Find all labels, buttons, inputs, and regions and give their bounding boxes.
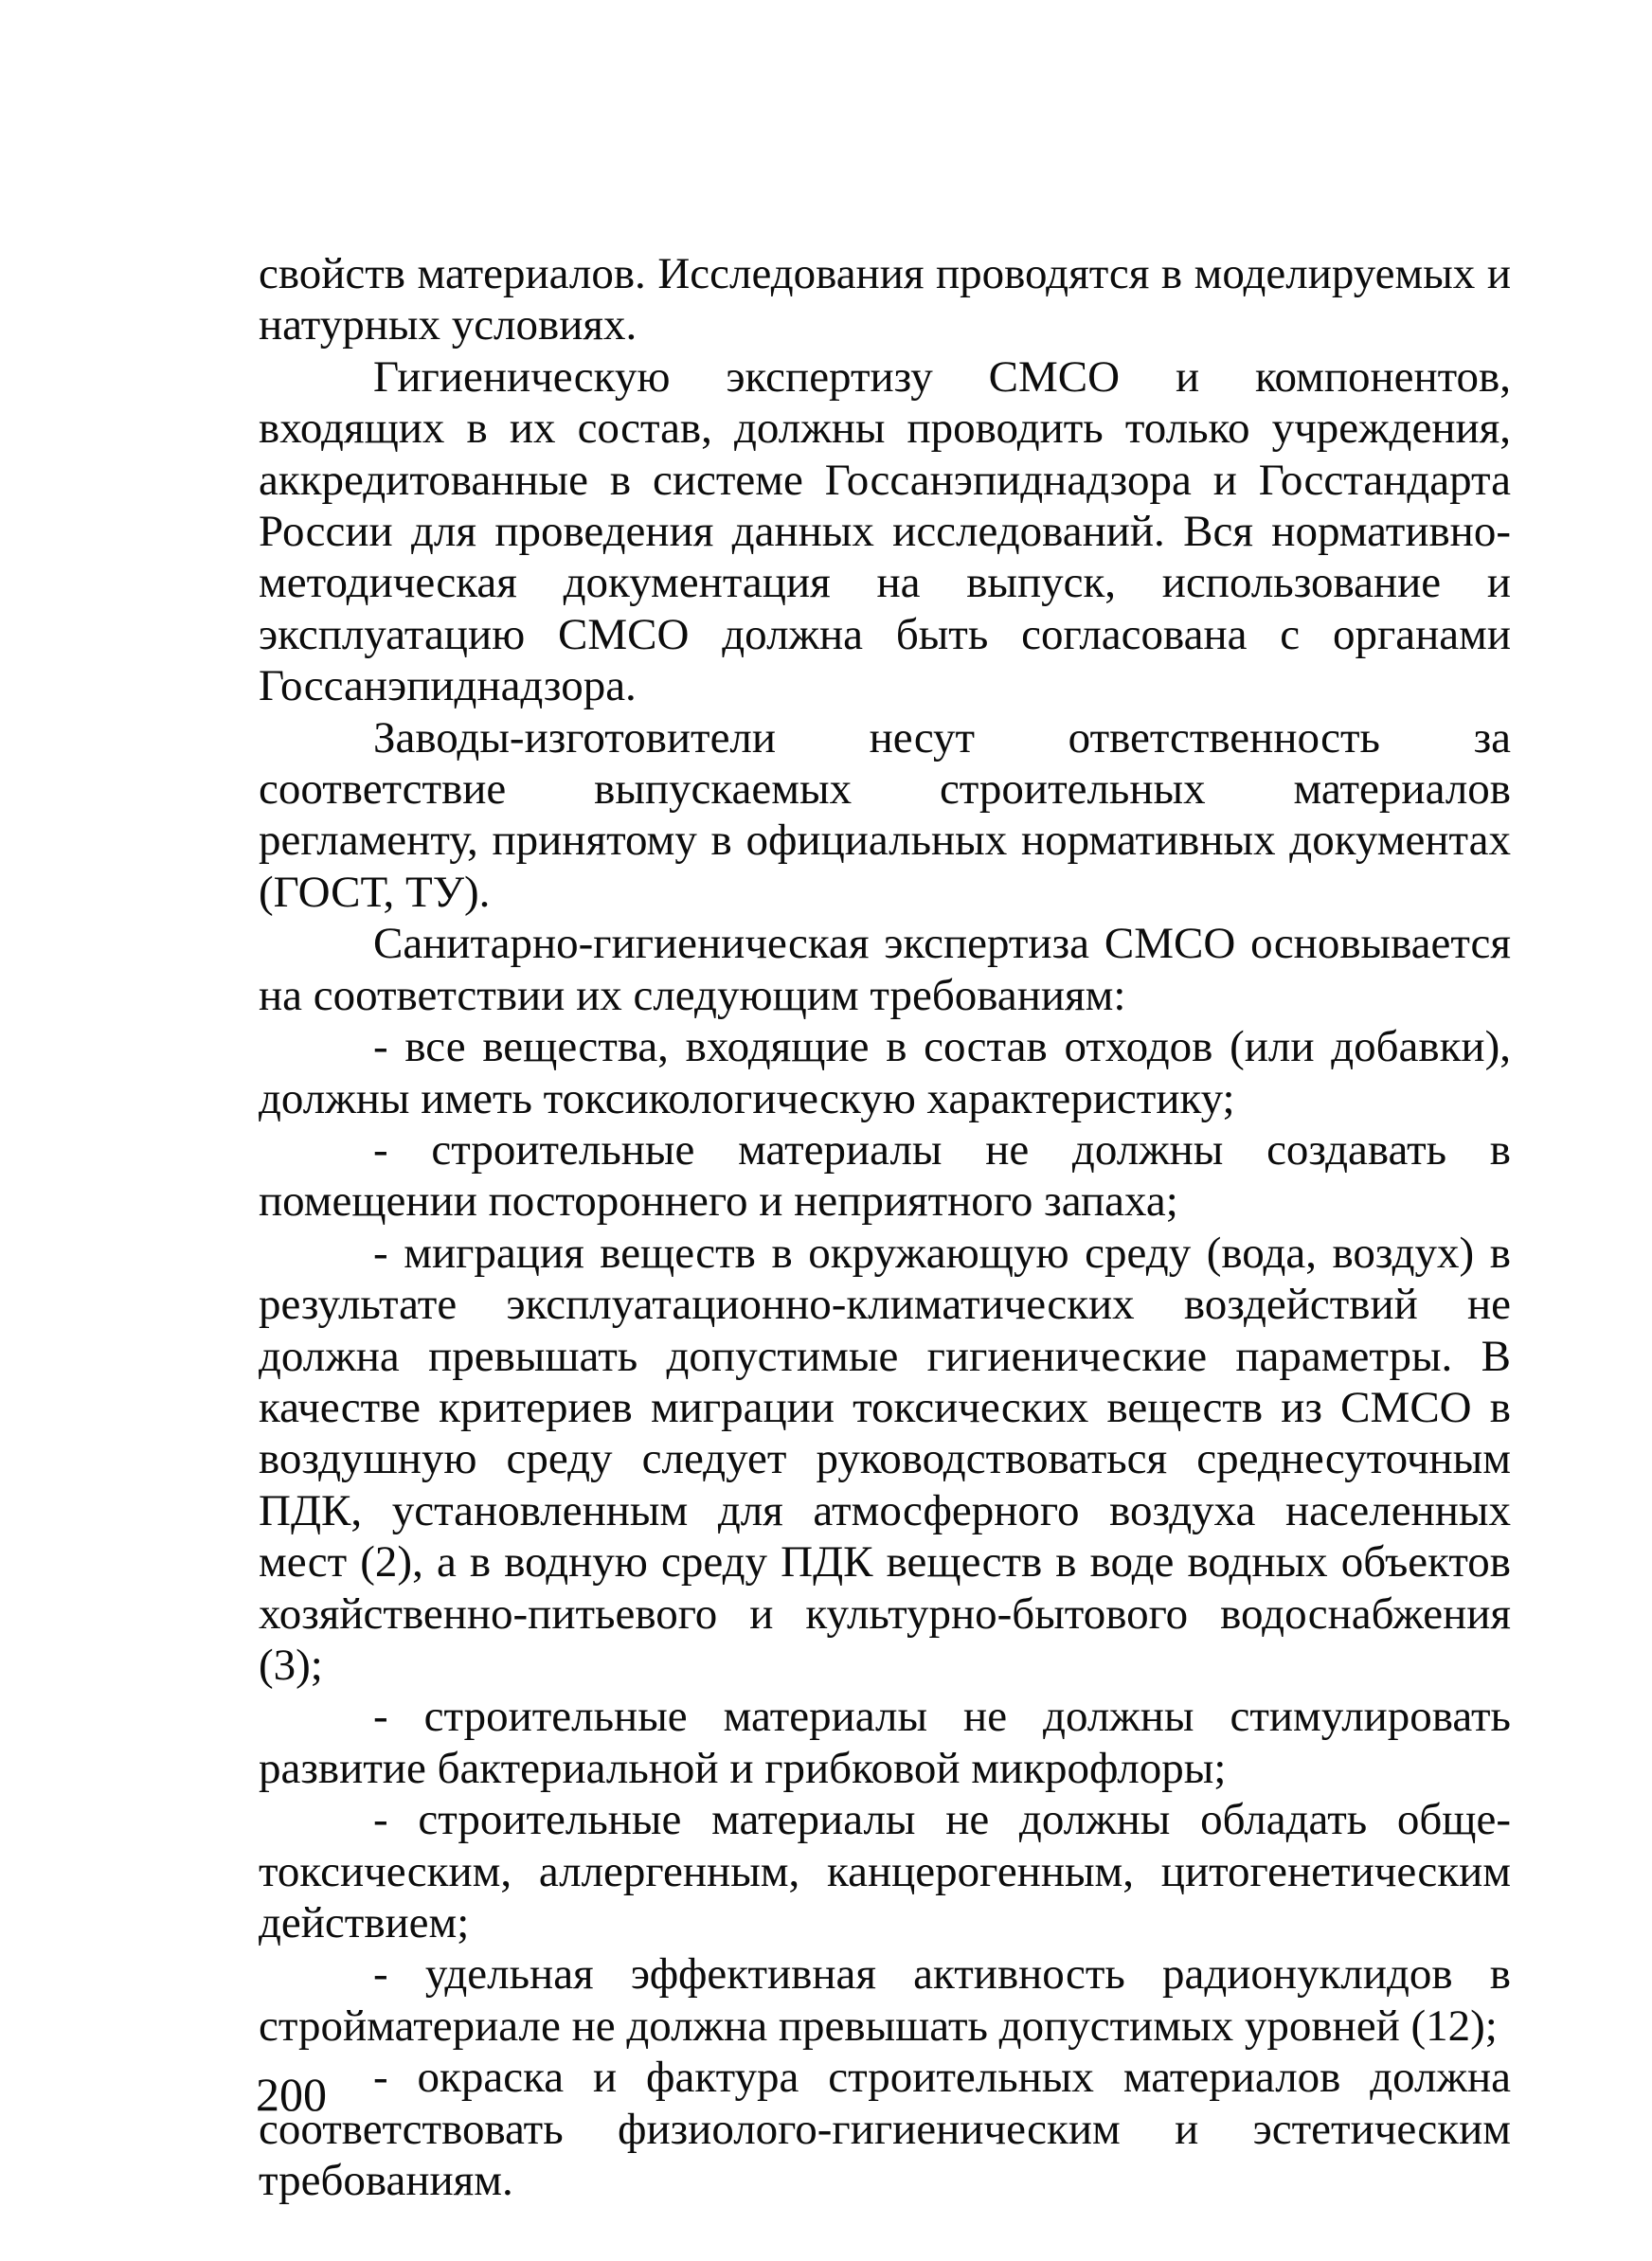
list-item-toxicology: - все вещества, входящие в состав отходов (или добавки), должны иметь токсикологическую характеристику; [259,1022,1511,1123]
list-item-toxicity: - строительные материалы не должны обладать общетоксическим, аллергенным, канцерогенным, цитогенетическим действием; [259,1795,1511,1947]
list-item-coloring: - окраска и фактура строительных материалов должна соответствовать физиолого-гигиеническим и эстетическим требованиям. [259,2053,1511,2206]
list-item-migration: - миграция веществ в окружающую среду (вода, воздух) в результате эксплуатационно-климатических воздействий не должна превышать допустимые гигиенические параметры. В качестве критериев миграции токсических веществ из СМСО в воздушную среду следует руководствоваться среднесуточным ПДК, установленным для атмосферного воздуха населенных мест (2), а в водную среду ПДК веществ в воде водных объектов хозяйственно-питьевого и культурно-бытового водоснабжения (3); [259,1228,1511,1690]
paragraph-manufacturers: Заводы-изготовители несут ответственность за соответствие выпускаемых строительных материалов регламенту, принятому в официальных нормативных документах (ГОСТ, ТУ). [259,712,1511,917]
list-item-microflora: - строительные материалы не должны стимулировать развитие бактериальной и грибковой микрофлоры; [259,1692,1511,1793]
list-item-radionuclides: - удельная эффективная активность радионуклидов в стройматериале не должна превышать допустимых уровней (12); [259,1949,1511,2051]
list-item-odor: - строительные материалы не должны создавать в помещении постороннего и неприятного запаха; [259,1124,1511,1227]
page-number: 200 [256,2068,327,2121]
paragraph-hygiene-expertise: Гигиеническую экспертизу СМСО и компонентов, входящих в их состав, должны проводить только учреждения, аккредитованные в системе Госсанэпиднадзора и Госстандарта России для проведения данных исследований. Вся нормативно-методическая документация на выпуск, использование и эксплуатацию СМСО должна быть согласована с органами Госсанэпиднадзора. [259,351,1511,711]
paragraph-continuation: свойств материалов. Исследования проводятся в моделируемых и натурных условиях. [259,249,1511,350]
body-text [259,248,1511,2206]
paragraph-requirements-intro: Санитарно-гигиеническая экспертиза СМСО основывается на соответствии их следующим требованиям: [259,919,1511,1020]
